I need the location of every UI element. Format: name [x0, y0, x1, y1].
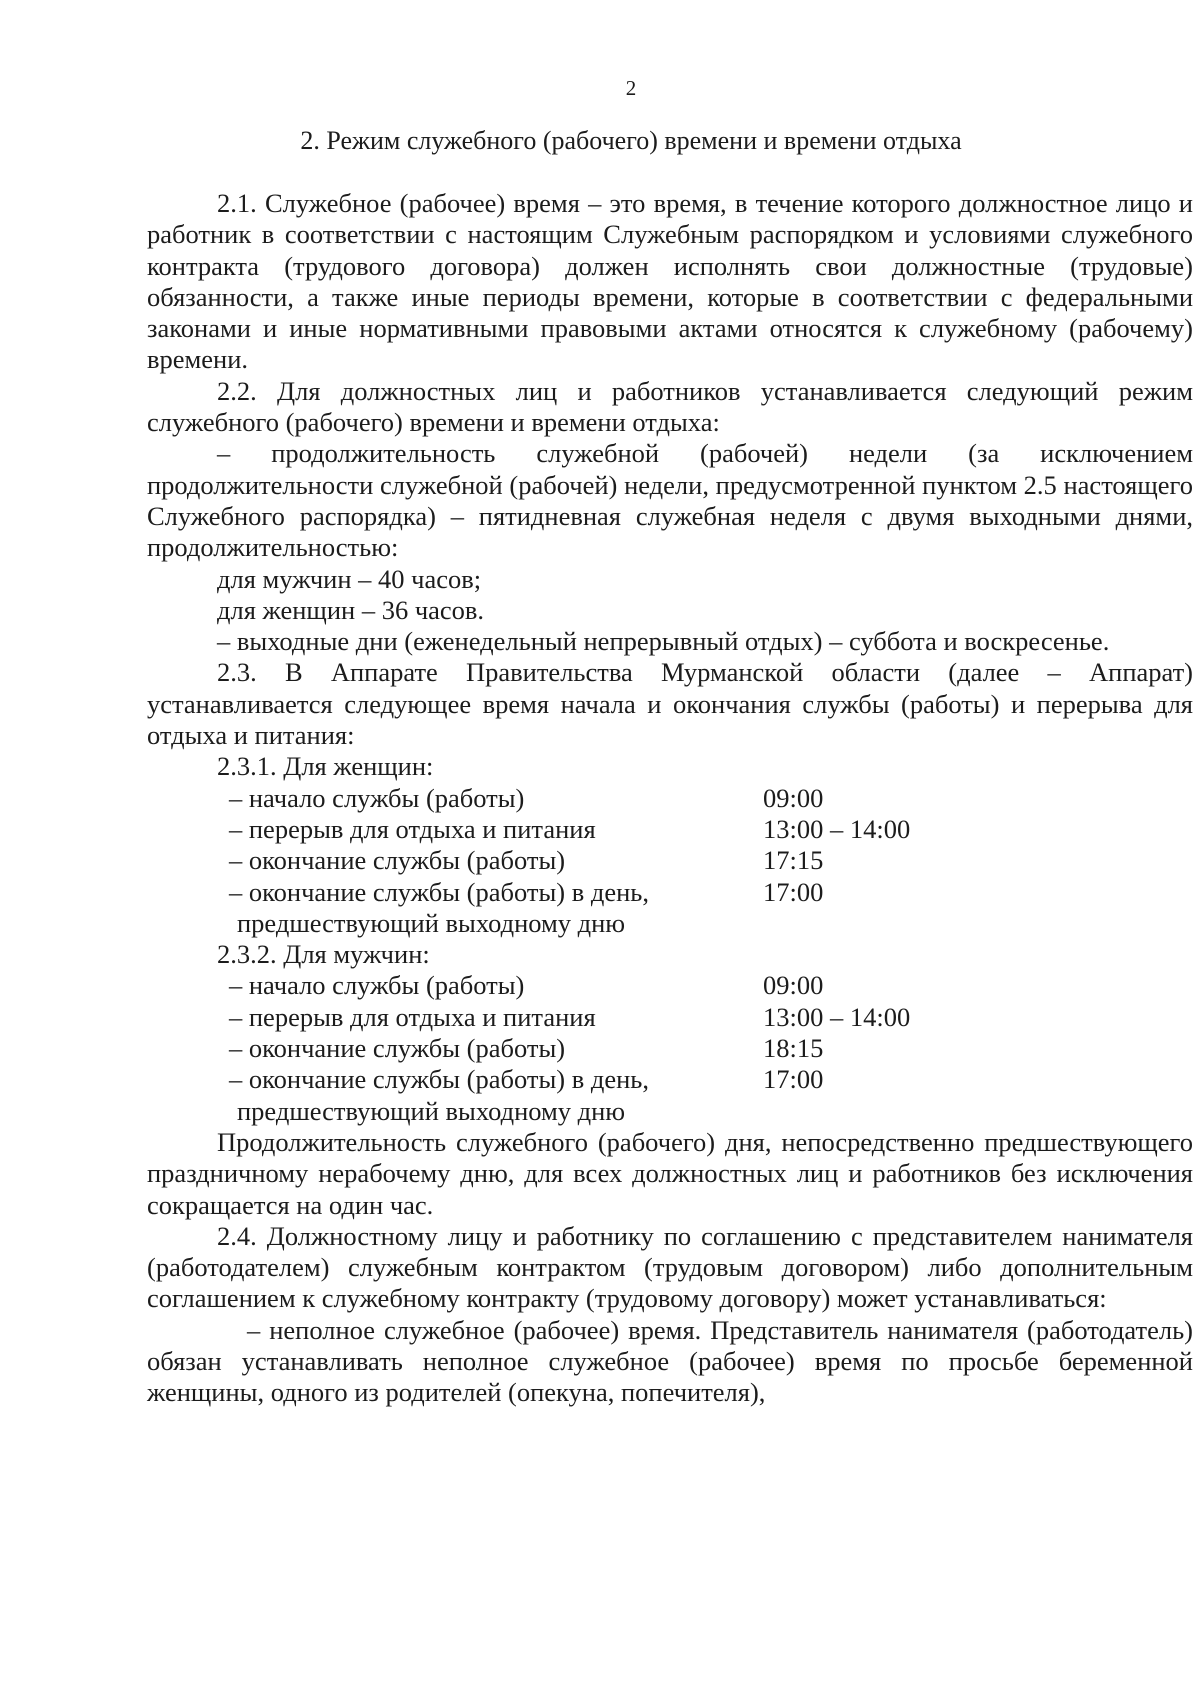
paragraph-2-2: 2.2. Для должностных лиц и работников устанавливается следующий режим служебного (рабочего) времени и времени отдыха:: [147, 375, 1193, 438]
women-schedule: [147, 751, 1193, 939]
schedule-row: [147, 1002, 1193, 1033]
schedule-time: 09:00: [763, 782, 824, 813]
schedule-label: – окончание службы (работы) в день,: [229, 876, 650, 907]
schedule-time: 18:15: [763, 1033, 824, 1064]
schedule-time: 09:00: [763, 970, 824, 1001]
schedule-continuation: предшествующий выходному дню: [237, 1095, 626, 1126]
women-schedule-title: 2.3.1. Для женщин:: [217, 751, 434, 782]
schedule-time: 17:00: [763, 1064, 824, 1095]
page-number: 2: [625, 76, 637, 100]
women-hours-line: для женщин – 36 часов.: [217, 594, 485, 625]
schedule-label: – окончание службы (работы): [229, 1033, 566, 1064]
schedule-label: – окончание службы (работы) в день,: [229, 1064, 650, 1095]
paragraph-week-duration: – продолжительность служебной (рабочей) недели (за исключением продолжительности служебной (рабочей) недели, предусмотренной пунктом 2.5 настоящего Служебного распорядка) – пятидневная служебная неделя с двумя выходными днями, продолжительностью:: [147, 438, 1193, 563]
men-schedule-title: 2.3.2. Для мужчин:: [217, 939, 430, 970]
schedule-time: 13:00 – 14:00: [763, 813, 911, 844]
schedule-label: – окончание службы (работы): [229, 845, 566, 876]
schedule-row: [147, 970, 1193, 1001]
schedule-continuation: предшествующий выходному дню: [237, 907, 626, 938]
paragraph-2-4: 2.4. Должностному лицу и работнику по соглашению с представителем нанимателя (работодателем) служебным контрактом (трудовым договором) либо дополнительным соглашением к служебному контракту (трудовому договору) может устанавливаться:: [147, 1220, 1193, 1314]
paragraph-weekend: – выходные дни (еженедельный непрерывный отдых) – суббота и воскресенье.: [217, 626, 1110, 657]
schedule-time: 17:00: [763, 876, 824, 907]
men-schedule: [147, 939, 1193, 1127]
schedule-row: [147, 1033, 1193, 1064]
paragraph-2-1: 2.1. Служебное (рабочее) время – это время, в течение которого должностное лицо и работник в соответствии с настоящим Служебным распорядком и условиями служебного контракта (трудового договора) должен исполнять свои должностные (трудовые) обязанности, а также иные периоды времени, которые в соответствии с федеральными законами и иные нормативными правовыми актами относятся к служебному (рабочему) времени.: [147, 188, 1193, 375]
men-hours-line: для мужчин – 40 часов;: [217, 563, 482, 594]
document-body: [147, 188, 1193, 1409]
schedule-time: 17:15: [763, 845, 824, 876]
schedule-label: – начало службы (работы): [229, 782, 525, 813]
schedule-row: [147, 783, 1193, 814]
schedule-label: – перерыв для отдыха и питания: [229, 1001, 596, 1032]
section-heading: 2. Режим служебного (рабочего) времени и времени отдыха: [300, 126, 962, 155]
paragraph-part-time: – неполное служебное (рабочее) время. Представитель нанимателя (работодатель) обязан устанавливать неполное служебное (рабочее) время по просьбе беременной женщины, одного из родителей (опекуна, попечителя),: [147, 1314, 1193, 1408]
schedule-time: 13:00 – 14:00: [763, 1001, 911, 1032]
schedule-row: [147, 814, 1193, 845]
schedule-row: [147, 845, 1193, 876]
paragraph-2-3: 2.3. В Аппарате Правительства Мурманской области (далее – Аппарат) устанавливается следующее время начала и окончания службы (работы) и перерыва для отдыха и питания:: [147, 657, 1193, 751]
schedule-row: [147, 877, 1193, 908]
paragraph-holiday-reduction: Продолжительность служебного (рабочего) дня, непосредственно предшествующего праздничному нерабочему дню, для всех должностных лиц и работников без исключения сокращается на один час.: [147, 1126, 1193, 1220]
schedule-row: [147, 1064, 1193, 1095]
schedule-label: – начало службы (работы): [229, 970, 525, 1001]
schedule-label: – перерыв для отдыха и питания: [229, 813, 596, 844]
